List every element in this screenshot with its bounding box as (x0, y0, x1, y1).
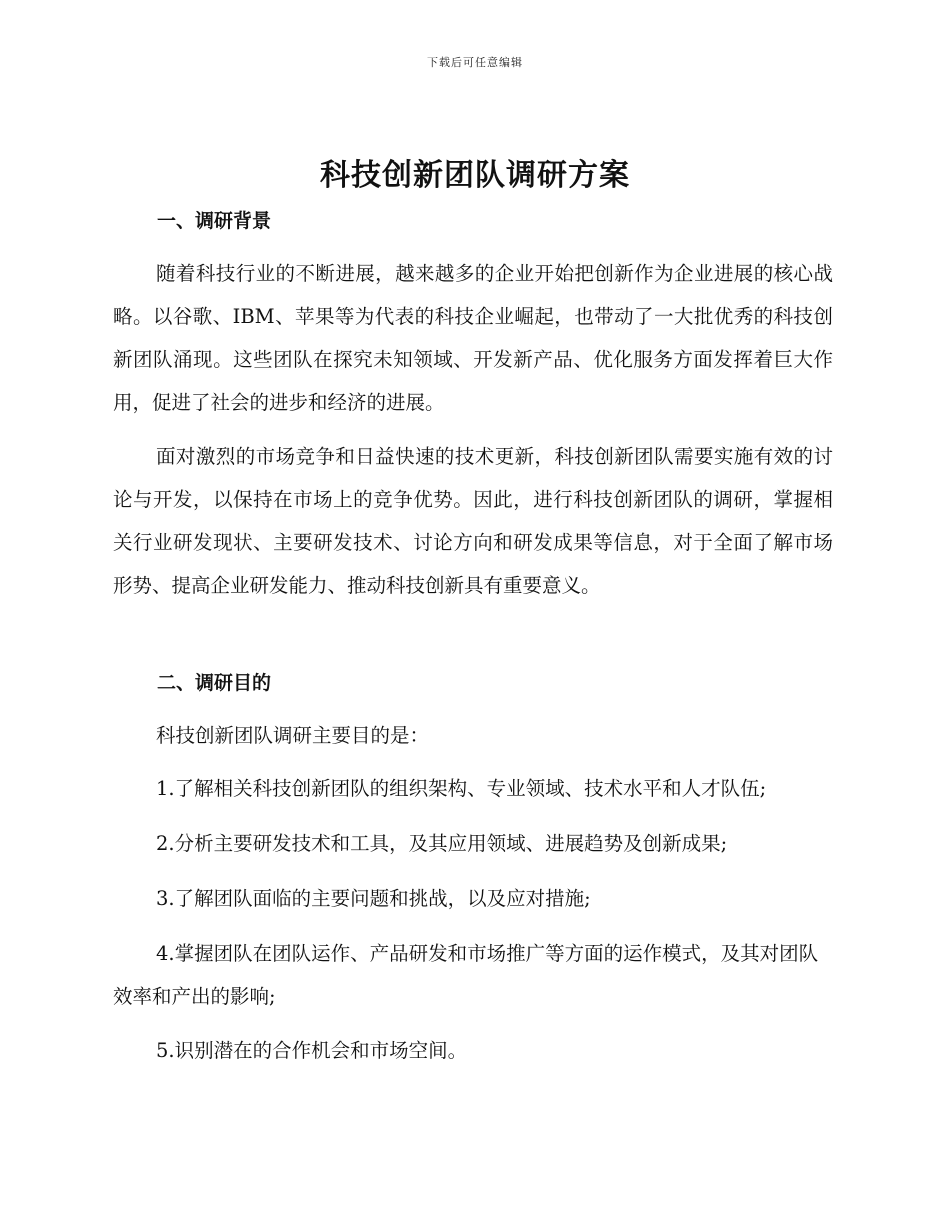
paragraph-background-2: 面对激烈的市场竞争和日益快速的技术更新，科技创新团队需要实施有效的讨论与开发，以保持在市场上的竞争优势。因此，进行科技创新团队的调研，掌握相关行业研发现状、主要研发技术、讨论方向和研发成果等信息，对于全面了解市场形势、提高企业研发能力、推动科技创新具有重要意义。 (113, 445, 833, 597)
purpose-intro: 科技创新团队调研主要目的是： (156, 724, 430, 747)
section-heading-purpose: 二、调研目的 (157, 672, 272, 694)
purpose-item-2: 2.分析主要研发技术和工具，及其应用领域、进展趋势及创新成果; (156, 832, 728, 855)
running-header: 下载后可任意编辑 (427, 56, 523, 69)
purpose-item-3: 3.了解团队面临的主要问题和挑战，以及应对措施; (156, 887, 591, 910)
document-title: 科技创新团队调研方案 (320, 158, 630, 193)
purpose-item-1: 1.了解相关科技创新团队的组织架构、专业领域、技术水平和人才队伍; (156, 777, 767, 800)
section-heading-background: 一、调研背景 (157, 210, 272, 232)
purpose-item-5: 5.识别潜在的合作机会和市场空间。 (156, 1039, 468, 1062)
purpose-item-4: 4.掌握团队在团队运作、产品研发和市场推广等方面的运作模式，及其对团队效率和产出的影响; (113, 942, 819, 1008)
paragraph-background-1: 随着科技行业的不断进展，越来越多的企业开始把创新作为企业进展的核心战略。以谷歌、IBM、苹果等为代表的科技企业崛起，也带动了一大批优秀的科技创新团队涌现。这些团队在探究未知领域、开发新产品、优化服务方面发挥着巨大作用，促进了社会的进步和经济的进展。 (113, 262, 833, 414)
